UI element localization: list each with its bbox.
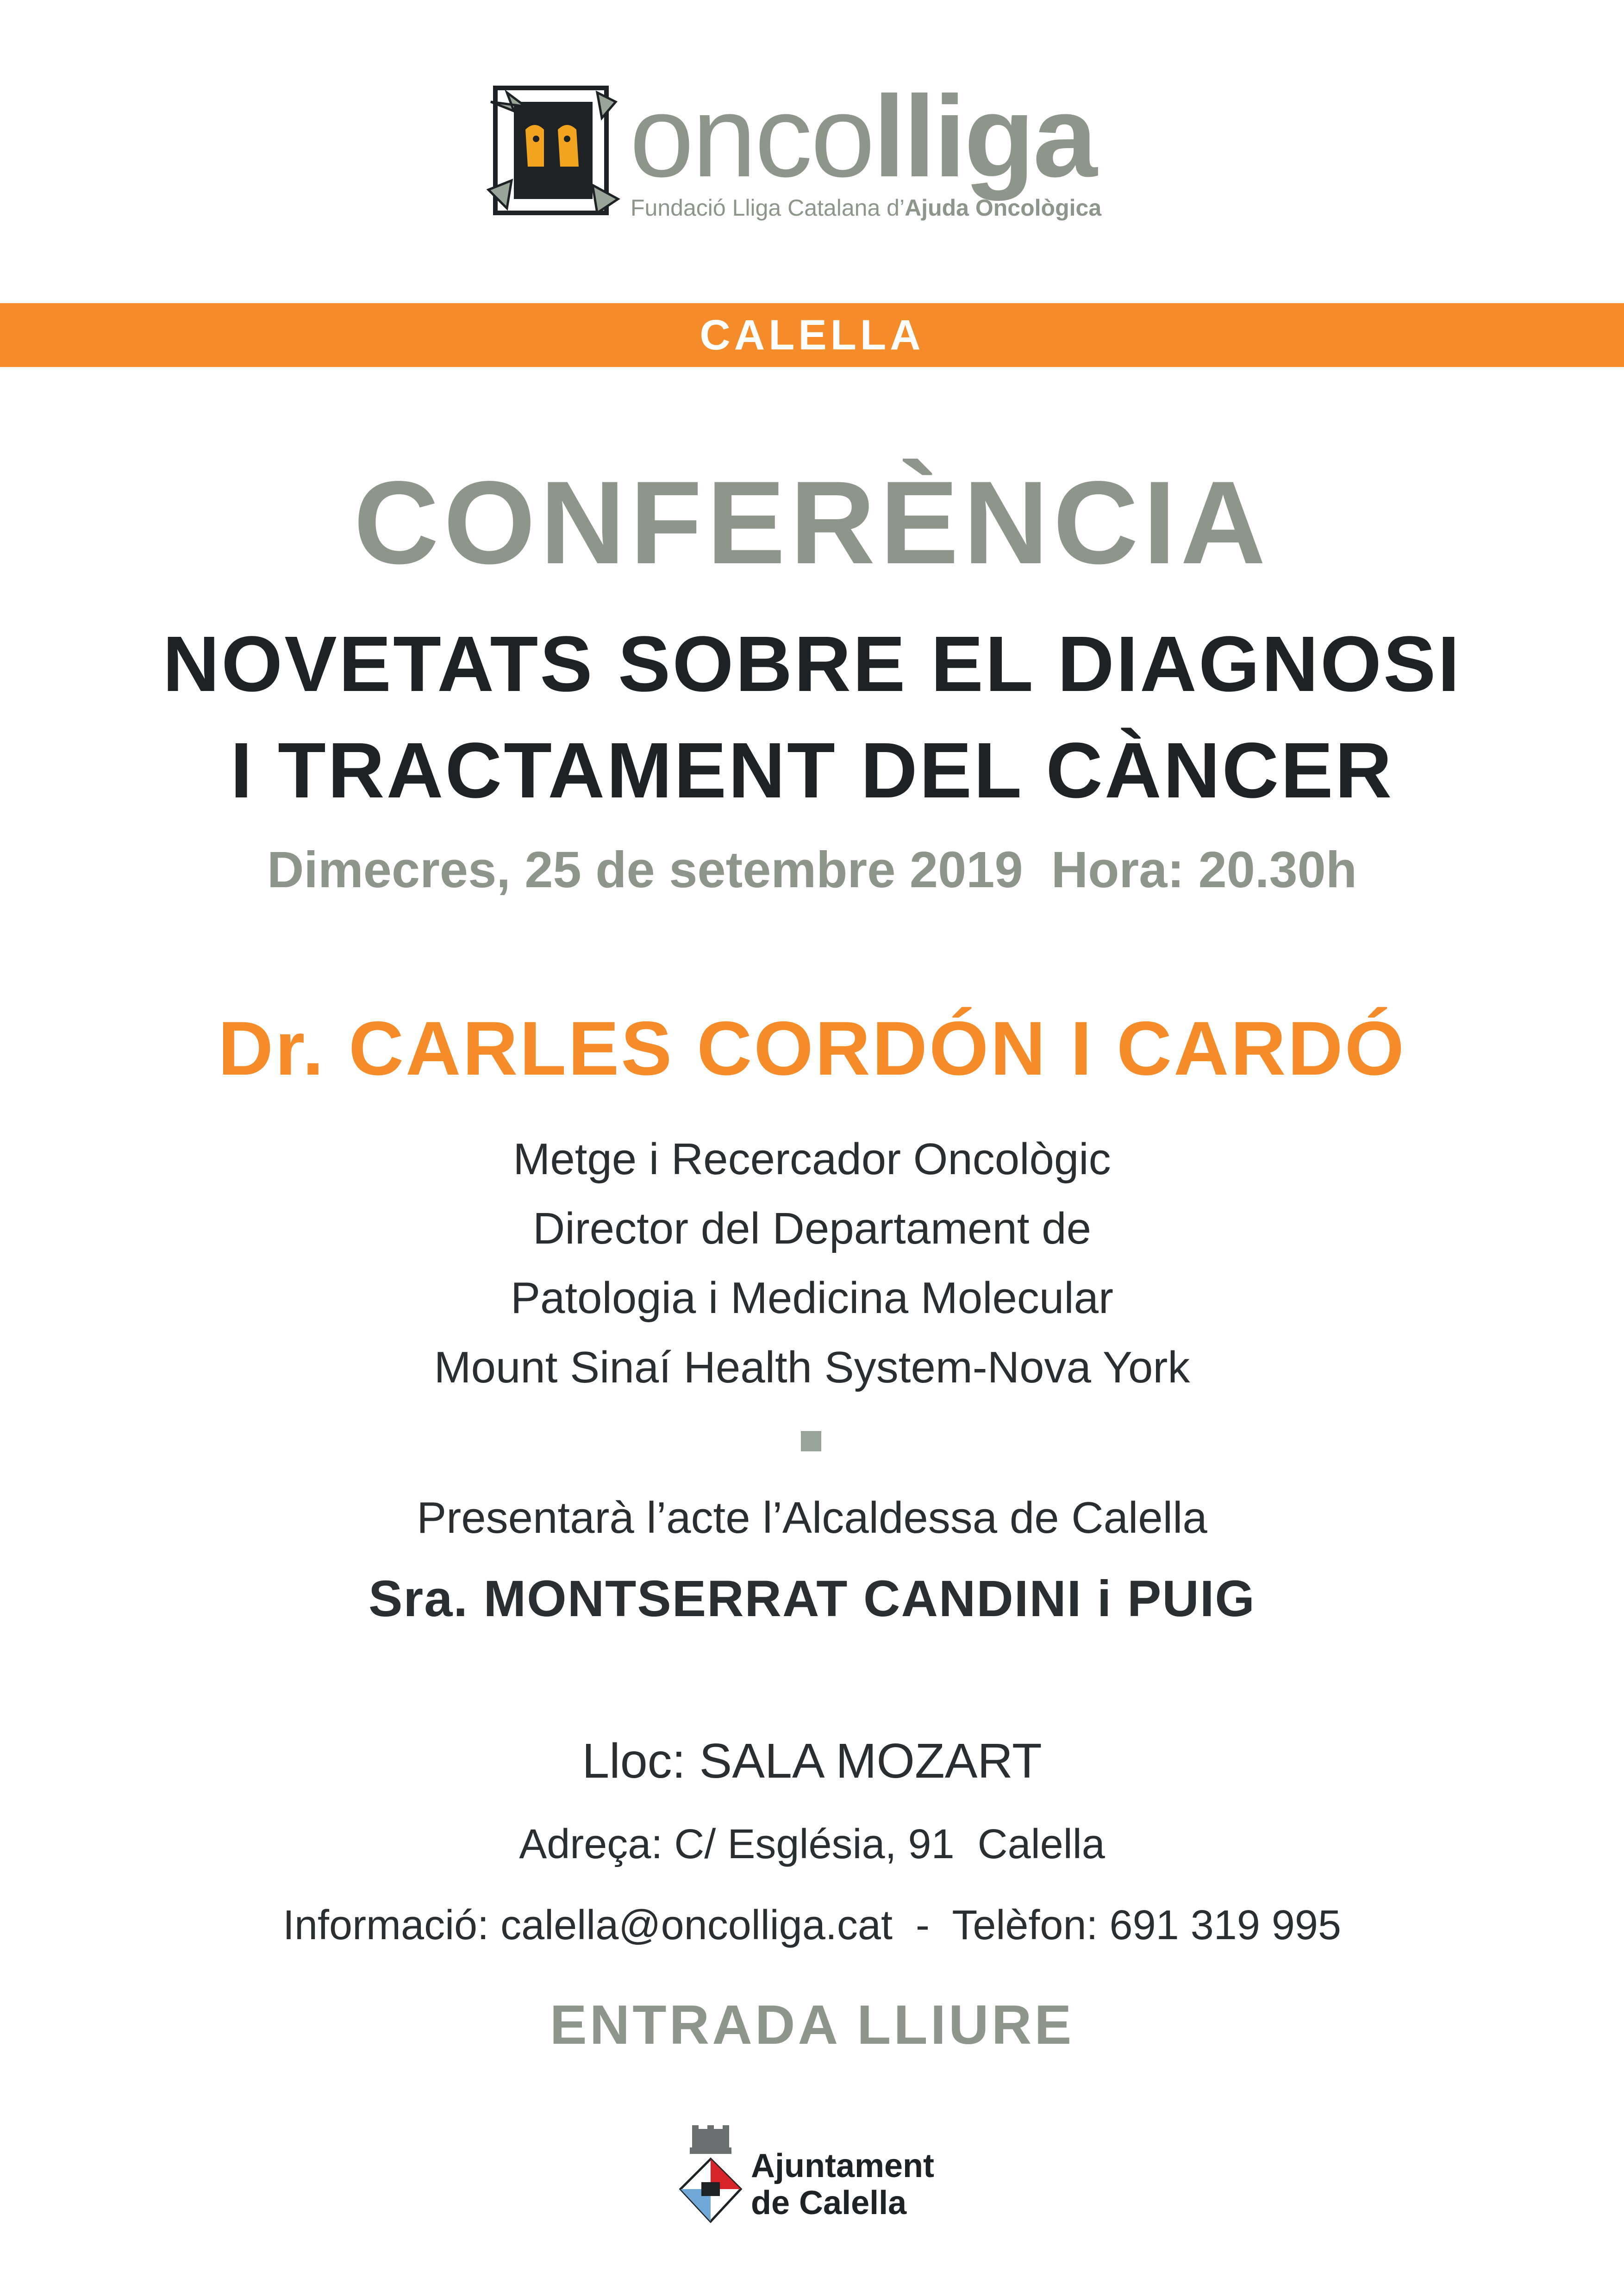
speaker-credential-line: Metge i Recercador Oncològic bbox=[513, 1134, 1111, 1184]
presenter-name: Sra. MONTSERRAT CANDINI i PUIG bbox=[369, 1570, 1255, 1627]
speaker-credential-line: Director del Departament de bbox=[533, 1204, 1091, 1253]
wordmark-lliga: lliga bbox=[873, 72, 1096, 201]
speaker-credential-line: Mount Sinaí Health System-Nova York bbox=[434, 1343, 1190, 1392]
event-date-time: Dimecres, 25 de setembre 2019 Hora: 20.30h bbox=[267, 841, 1357, 898]
tagline-plain: Fundació Lliga Catalana d’ bbox=[631, 195, 905, 221]
tagline-bold: Ajuda Oncològica bbox=[905, 195, 1102, 221]
wordmark-onco: onco bbox=[630, 72, 874, 201]
ajuntament-name bbox=[751, 2147, 934, 2221]
contact-info-line: Informació: calella@oncolliga.cat - Telèfon: 691 319 995 bbox=[282, 1902, 1342, 1948]
subtitle-line-1: NOVETATS SOBRE EL DIAGNOSI bbox=[162, 620, 1462, 708]
ajuntament-crest-icon bbox=[676, 2124, 745, 2231]
oncolliga-tagline bbox=[631, 194, 1101, 221]
venue-line: Lloc: SALA MOZART bbox=[582, 1734, 1042, 1788]
event-subtitle bbox=[0, 611, 1624, 824]
ajuntament-line-2: de Calella bbox=[751, 2184, 907, 2221]
speaker-credentials bbox=[0, 1125, 1624, 1402]
event-type-title: CONFERÈNCIA bbox=[353, 457, 1271, 589]
location-label: CALELLA bbox=[700, 311, 924, 359]
subtitle-line-2: I TRACTAMENT DEL CÀNCER bbox=[230, 727, 1394, 815]
ajuntament-line-1: Ajuntament bbox=[751, 2147, 934, 2184]
presenter-intro: Presentarà l’acte l’Alcaldessa de Calella bbox=[417, 1493, 1207, 1543]
speaker-name: Dr. CARLES CORDÓN I CARDÓ bbox=[218, 1006, 1406, 1091]
separator-square bbox=[801, 1431, 821, 1451]
speaker-credential-line: Patologia i Medicina Molecular bbox=[511, 1273, 1113, 1323]
free-entry-label: ENTRADA LLIURE bbox=[550, 1994, 1074, 2056]
oncolliga-logo-icon bbox=[481, 74, 620, 227]
oncolliga-wordmark bbox=[630, 72, 1096, 201]
address-line: Adreça: C/ Església, 91 Calella bbox=[519, 1821, 1105, 1867]
